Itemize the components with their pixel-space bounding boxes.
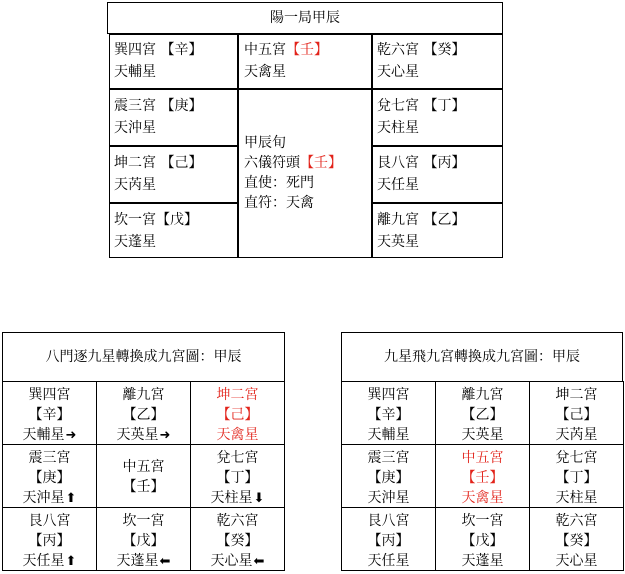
- palace-stem: 【庚】: [160, 98, 203, 114]
- arrow-down-icon: ⬇: [253, 491, 265, 506]
- cell-star: 天沖星: [367, 490, 410, 506]
- palace-star: 天心星: [377, 64, 419, 80]
- cell-stem: 【己】: [555, 407, 598, 423]
- cell-palace-name: 兌七宮: [555, 450, 598, 466]
- palace-stem: 【壬】: [286, 42, 328, 58]
- palace-stem: 【丙】: [423, 155, 466, 171]
- cell-stem: 【丙】: [28, 533, 71, 549]
- palace-stem: 【癸】: [423, 42, 466, 58]
- palace-stem: 【乙】: [423, 212, 466, 228]
- palace-star: 天蓬星: [114, 234, 156, 250]
- cell-star: 天英星: [116, 427, 159, 443]
- cell-stem: 【辛】: [367, 407, 410, 423]
- grid-cell: [435, 507, 530, 571]
- fu-tou-label: 六儀符頭: [244, 155, 300, 171]
- cell-star: 天任星: [367, 553, 410, 569]
- grid-cell: [96, 444, 191, 508]
- palace-dui7: [372, 89, 503, 146]
- cell-stem: 【己】: [216, 407, 259, 423]
- palace-stem: 【丁】: [423, 98, 466, 114]
- palace-star: 天禽星: [244, 64, 286, 80]
- arrow-right-icon: ➜: [65, 428, 77, 443]
- cell-stem: 【庚】: [28, 470, 71, 486]
- palace-star: 天芮星: [114, 177, 156, 193]
- cell-palace-name: 中五宮: [461, 450, 504, 466]
- grid-cell: [96, 381, 191, 445]
- cell-stem: 【丙】: [367, 533, 410, 549]
- palace-stem: 【己】: [160, 155, 203, 171]
- palace-star: 天沖星: [114, 120, 156, 136]
- cell-stem: 【辛】: [28, 407, 71, 423]
- grid-cell: [2, 381, 97, 445]
- palace-name: 巽四宮: [114, 42, 156, 58]
- palace-stem: 【戊】: [156, 212, 198, 228]
- palace-name: 乾六宮: [377, 42, 419, 58]
- palace-star: 天輔星: [114, 64, 156, 80]
- cell-star: 天蓬星: [461, 553, 504, 569]
- arrow-left-icon: ⬅: [253, 554, 265, 569]
- grid-cell: [341, 381, 436, 445]
- top-title-box: [107, 2, 503, 34]
- palace-xun4: [109, 34, 238, 89]
- right-grid-title: 九星飛九宮轉換成九宮圖：甲辰: [384, 349, 580, 365]
- grid-cell: [529, 381, 624, 445]
- cell-palace-name: 坎一宮: [122, 513, 165, 529]
- arrow-right-icon: ➜: [159, 428, 171, 443]
- cell-star: 天禽星: [461, 490, 504, 506]
- cell-stem: 【癸】: [216, 533, 259, 549]
- cell-palace-name: 巽四宮: [28, 387, 71, 403]
- palace-name: 中五宮: [244, 42, 286, 58]
- left-grid-title-box: [2, 332, 285, 382]
- cell-stem: 【戊】: [461, 533, 504, 549]
- grid-cell: [96, 507, 191, 571]
- grid-cell: [190, 444, 285, 508]
- palace-name: 離九宮: [377, 212, 419, 228]
- cell-stem: 【乙】: [122, 407, 165, 423]
- palace-zhen3: [109, 89, 238, 146]
- cell-stem: 【丁】: [555, 470, 598, 486]
- palace-name: 震三宮: [114, 98, 156, 114]
- arrow-up-icon: ⬆: [65, 554, 77, 569]
- cell-star: 天蓬星: [116, 553, 159, 569]
- grid-cell: [2, 444, 97, 508]
- cell-star: 天柱星: [210, 490, 253, 506]
- grid-cell: [190, 381, 285, 445]
- left-grid-title: 八門逐九星轉換成九宮圖：甲辰: [45, 349, 242, 365]
- palace-star: 天英星: [377, 234, 419, 250]
- palace-name: 艮八宮: [377, 155, 419, 171]
- grid-cell: [341, 444, 436, 508]
- zhi-shi-label: 直使：死門: [244, 175, 314, 191]
- grid-cell: [190, 507, 285, 571]
- cell-star: 天任星: [22, 553, 65, 569]
- cell-star: 天禽星: [216, 427, 259, 443]
- palace-li9: [372, 203, 503, 258]
- palace-name: 兌七宮: [377, 98, 419, 114]
- cell-palace-name: 艮八宮: [367, 513, 410, 529]
- cell-palace-name: 離九宮: [461, 387, 504, 403]
- cell-stem: 【庚】: [367, 470, 410, 486]
- right-grid-title-box: [341, 332, 623, 382]
- cell-palace-name: 坎一宮: [461, 513, 504, 529]
- cell-palace-name: 坤二宮: [555, 387, 598, 403]
- cell-palace-name: 震三宮: [367, 450, 410, 466]
- palace-kun2: [109, 146, 238, 203]
- cell-palace-name: 中五宮: [122, 459, 165, 475]
- palace-stem: 【辛】: [160, 42, 203, 58]
- cell-stem: 【癸】: [555, 533, 598, 549]
- palace-zhong5: [238, 34, 372, 89]
- grid-cell: [341, 507, 436, 571]
- cell-star: 天沖星: [22, 490, 65, 506]
- palace-star: 天柱星: [377, 120, 419, 136]
- cell-palace-name: 艮八宮: [28, 513, 71, 529]
- cell-stem: 【丁】: [216, 470, 259, 486]
- palace-name: 坤二宮: [114, 155, 156, 171]
- cell-star: 天芮星: [555, 427, 598, 443]
- cell-palace-name: 兌七宮: [216, 450, 259, 466]
- palace-name: 坎一宮: [114, 212, 156, 228]
- cell-star: 天輔星: [367, 427, 410, 443]
- palace-star: 天任星: [377, 177, 419, 193]
- grid-cell: [529, 444, 624, 508]
- top-title: 陽一局甲辰: [270, 10, 340, 26]
- arrow-left-icon: ⬅: [159, 554, 171, 569]
- xun-label: 甲辰旬: [244, 135, 286, 151]
- cell-palace-name: 坤二宮: [216, 387, 259, 403]
- cell-palace-name: 乾六宮: [216, 513, 259, 529]
- palace-gen8: [372, 146, 503, 203]
- grid-cell: [529, 507, 624, 571]
- cell-star: 天心星: [210, 553, 253, 569]
- cell-stem: 【戊】: [122, 533, 165, 549]
- cell-star: 天輔星: [22, 427, 65, 443]
- fu-tou-stem: 【壬】: [300, 155, 342, 171]
- cell-palace-name: 離九宮: [122, 387, 165, 403]
- cell-star: 天心星: [555, 553, 598, 569]
- cell-stem: 【壬】: [122, 479, 165, 495]
- center-info-box: [238, 89, 372, 258]
- grid-cell: [435, 381, 530, 445]
- palace-kan1: [109, 203, 238, 258]
- cell-star: 天柱星: [555, 490, 598, 506]
- cell-stem: 【乙】: [461, 407, 504, 423]
- cell-star: 天英星: [461, 427, 504, 443]
- cell-palace-name: 乾六宮: [555, 513, 598, 529]
- palace-qian6: [372, 34, 503, 89]
- cell-palace-name: 巽四宮: [367, 387, 410, 403]
- cell-palace-name: 震三宮: [28, 450, 71, 466]
- zhi-fu-label: 直符：天禽: [244, 195, 314, 211]
- cell-stem: 【壬】: [461, 470, 504, 486]
- grid-cell: [2, 507, 97, 571]
- arrow-up-icon: ⬆: [65, 491, 77, 506]
- grid-cell: [435, 444, 530, 508]
